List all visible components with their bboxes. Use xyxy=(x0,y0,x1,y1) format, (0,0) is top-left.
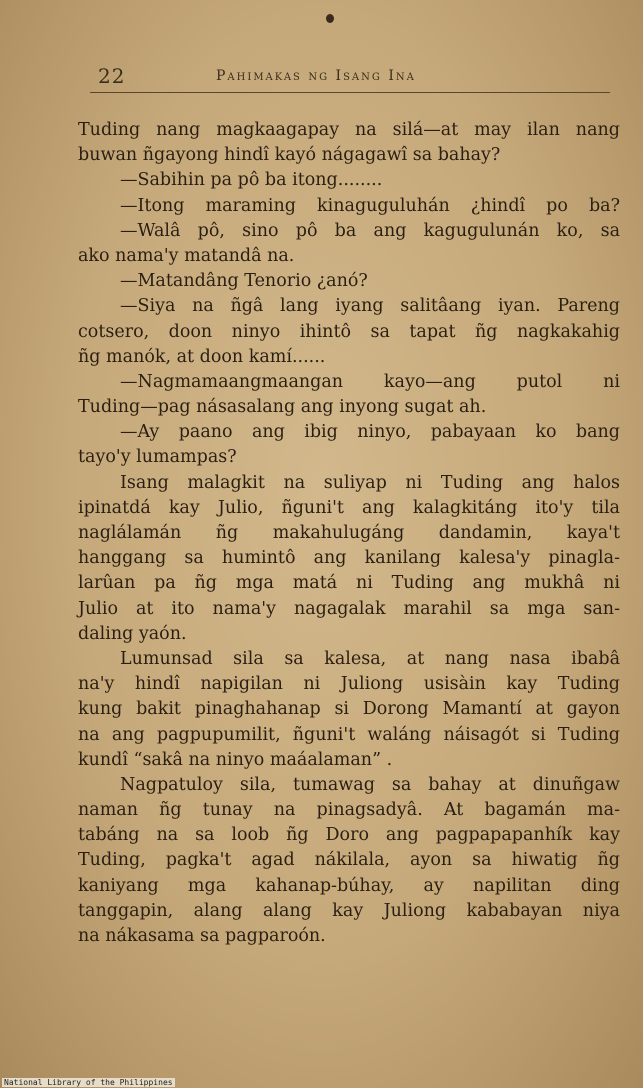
text-line: Isang malagkit na suliyap ni Tuding ang halos xyxy=(120,472,620,493)
text-line: buwan ñgayong hindî kayó nágagawî sa bahay? xyxy=(78,145,501,166)
running-title: Pahimakas ng Isang Ina xyxy=(216,68,416,84)
text-line: kung bakit pinaghahanap si Dorong Mamantí at gayon xyxy=(78,699,620,720)
text-line: hanggang sa humintô ang kanilang kalesa'y pinagla- xyxy=(78,548,620,569)
text-line: Nagpatuloy sila, tumawag sa bahay at dinuñgaw xyxy=(120,774,620,795)
text-line: na nákasama sa pagparoón. xyxy=(78,926,326,946)
text-line: ako nama'y matandâ na. xyxy=(78,245,295,266)
text-line: ñg manók, at doon kamí...... xyxy=(78,346,326,367)
ink-spot xyxy=(326,14,334,23)
text-line: ipinatdá kay Julio, ñguni't ang kalagkitáng ito'y tila xyxy=(78,497,620,518)
text-line: —Nagmamaangmaangan kayo—ang putol ni xyxy=(120,371,620,392)
footer-credit: National Library of the Philippines xyxy=(4,1078,173,1087)
text-line: —Itong maraming kinaguguluhán ¿hindî po ba? xyxy=(120,195,620,216)
text-line: kundî “sakâ na ninyo maáalaman” . xyxy=(78,749,393,770)
text-line: na'y hindî napigilan ni Juliong usisàin kay Tuding xyxy=(78,674,620,695)
text-line: daling yaón. xyxy=(78,623,187,644)
page-header xyxy=(90,62,610,92)
text-line: na ang pagpupumilit, ñguni't waláng náisagót si Tuding xyxy=(78,724,620,745)
text-line: tanggapin, alang alang kay Juliong kababayan niya xyxy=(78,900,620,921)
text-line: —Walâ pô, sino pô ba ang kagugulunán ko, sa xyxy=(120,220,620,241)
text-line: kaniyang mga kahanap-búhay, ay napilitan ding xyxy=(78,875,620,896)
text-line: —Sabihin pa pô ba itong........ xyxy=(120,170,383,191)
text-line: larûan pa ñg mga matá ni Tuding ang mukhâ ni xyxy=(78,573,620,594)
text-line: Julio at ito nama'y nagagalak marahil sa mga san- xyxy=(78,598,620,619)
text-line: Lumunsad sila sa kalesa, at nang nasa ibabâ xyxy=(120,648,620,669)
text-line: cotsero, doon ninyo ihintô sa tapat ñg nagkakahig xyxy=(78,321,620,342)
text-line: naglálamán ñg makahulugáng dandamin, kaya't xyxy=(78,523,620,543)
text-line: Tuding, pagka't agad nákilala, ayon sa hiwatig ñg xyxy=(78,850,620,871)
text-line: —Siya na ñgâ lang iyang salitâang iyan. Pareng xyxy=(120,296,620,317)
body-text xyxy=(78,118,620,949)
text-line: —Ay paano ang ibig ninyo, pabayaan ko bang xyxy=(120,422,620,443)
text-line: Tuding—pag násasalang ang inyong sugat ah. xyxy=(78,397,487,418)
page-number: 22 xyxy=(98,64,126,88)
header-rule xyxy=(90,92,610,93)
text-line: Tuding nang magkaagapay na silá—at may ilan nang xyxy=(78,120,620,140)
text-line: tayo'y lumampas? xyxy=(78,447,237,468)
text-line: tabáng na sa loob ñg Doro ang pagpapapanhík kay xyxy=(78,825,620,846)
text-line: naman ñg tunay na pinagsadyâ. At bagamán ma- xyxy=(78,800,620,821)
text-line: —Matandâng Tenorio ¿anó? xyxy=(120,271,368,292)
